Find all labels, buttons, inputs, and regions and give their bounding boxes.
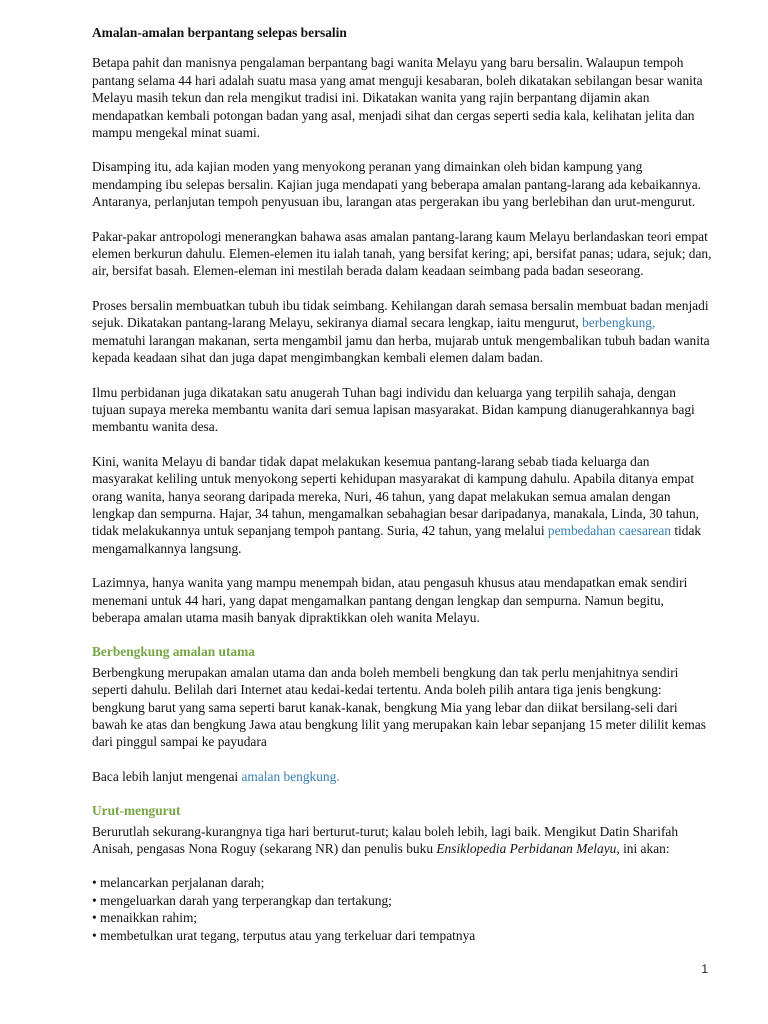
- page-number: 1: [701, 962, 708, 976]
- amalan-bengkung-link[interactable]: amalan bengkung.: [241, 768, 340, 784]
- list-item: • membetulkan urat tegang, terputus atau yang terkeluar dari tempatnya: [92, 927, 476, 943]
- paragraph-text: Kini, wanita Melayu di bandar tidak dapat melakukan kesemua pantang-larang sebab tiada keluarga dan masyarakat keliling untuk menyokong seperti kehidupan masyarakat di kampung dahulu. Apabila ditanya empat orang wanita, hanya seorang daripada mereka, Nuri, 46 tahun, yang dapat melakukan semua amalan dengan lengkap dan sempurna. Hajar, 34 tahun, mengamalkan sebahagian besar daripadanya, manakala, Linda, 30 tahun, tidak melakukannya untuk sepanjang tempoh pantang. Suria, 42 tahun, yang melalui: [92, 453, 700, 539]
- paragraph-practices: Lazimnya, hanya wanita yang mampu menempah bidan, atau pengasuh khusus atau mendapatkan emak sendiri menemani untuk 44 hari, yang dapat mengamalkan pantang dengan lengkap dan sempurna. Namun begitu, beberapa amalan utama masih banyak dipraktikkan oleh wanita Melayu.: [92, 575, 688, 625]
- paragraph-text: mematuhi larangan makanan, serta mengambil jamu dan herba, mujarab untuk mengembalikan tubuh badan wanita kepada keadaan sihat dan juga dapat mengimbangkan kembali elemen dalam badan.: [92, 332, 710, 366]
- paragraph-urban-women: [92, 453, 712, 557]
- list-item: • mengeluarkan darah yang terperangkap dan tertakung;: [92, 892, 392, 908]
- caesarean-link[interactable]: pembedahan caesarean: [547, 523, 671, 539]
- section-heading-berbengkung: Berbengkung amalan utama: [92, 644, 255, 660]
- berbengkung-link[interactable]: berbengkung,: [582, 315, 656, 331]
- benefits-list: [92, 874, 712, 944]
- book-title: Ensiklopedia Perbidanan Melayu: [436, 841, 617, 857]
- paragraph-text: , ini akan:: [616, 841, 670, 857]
- read-more-line: [92, 768, 712, 785]
- paragraph-urut: [92, 823, 712, 858]
- paragraph-text: Berurutlah sekurang-kurangnya tiga hari berturut-turut; kalau boleh lebih, lagi baik. Mengikut Datin Sharifah Anisah, pengasas Nona Roguy (sekarang NR) dan penulis buku: [92, 823, 679, 857]
- paragraph-text: Proses bersalin membuatkan tubuh ibu tidak seimbang. Kehilangan darah semasa bersalin membuat badan menjadi sejuk. Dikatakan pantang-larang Melayu, sekiranya diamal secara lengkap, iaitu mengurut,: [92, 297, 709, 331]
- paragraph-midwifery: Ilmu perbidanan juga dikatakan satu anugerah Tuhan bagi individu dan keluarga yang terpilih sahaja, dengan tujuan supaya mereka membantu wanita dari semua lapisan masyarakat. Bidan kampung dianugerahkannya bagi membantu wanita desa.: [92, 384, 695, 435]
- list-item: • menaikkan rahim;: [92, 910, 198, 926]
- document-title: Amalan-amalan berpantang selepas bersalin: [92, 25, 347, 40]
- paragraph-intro: Betapa pahit dan manisnya pengalaman berpantang bagi wanita Melayu yang baru bersalin. Walaupun tempoh pantang selama 44 hari adalah suatu masa yang amat menguji kesabaran, boleh dikatakan sebilangan besar wanita Melayu masih tekun dan rela mengikut tradisi ini. Dikatakan wanita yang rajin berpantang dijamin akan mendapatkan kembali potongan badan yang asal, menjadi sihat dan cergas seperti sedia kala, kelihatan jelita dan mampu mengekal minat suami.: [92, 55, 703, 141]
- paragraph-modern-study: Disamping itu, ada kajian moden yang menyokong peranan yang dimainkan oleh bidan kampung yang mendamping ibu selepas bersalin. Kajian juga mendapati yang beberapa amalan pantang-larang ada kebaikannya. Antaranya, perlanjutan tempoh penyusuan ibu, larangan atas pergerakan ibu yang berlebihan dan urut-mengurut.: [92, 159, 702, 210]
- paragraph-four-elements: Pakar-pakar antropologi menerangkan bahawa asas amalan pantang-larang kaum Melayu berlandaskan teori empat elemen berkurun dahulu. Elemen-elemen itu ialah tanah, yang bersifat kering; api, bersifat panas; udara, sejuk; dan, air, bersifat basah. Elemen-eleman ini mestilah berada dalam keadaan seimbang pada badan seseorang.: [92, 228, 712, 279]
- paragraph-text: tidak mengamalkannya langsung.: [92, 523, 702, 556]
- section-heading-urut: Urut-mengurut: [92, 803, 181, 819]
- document-page: [92, 24, 712, 944]
- paragraph-childbirth-balance: [92, 297, 712, 367]
- paragraph-berbengkung: Berbengkung merupakan amalan utama dan anda boleh membeli bengkung dan tak perlu menjahitnya sendiri seperti dahulu. Belilah dari Internet atau kedai-kedai tertentu. Anda boleh pilih antara tiga jenis bengkung: bengkung barut yang sama seperti barut kanak-kanak, bengkung Mia yang lebar dan diikat bersilang-seli dari bawah ke atas dan bengkung Jawa atau bengkung lilit yang merupakan kain lebar sepanjang 15 meter dililit kemas dari pinggul sampai ke payudara: [92, 664, 706, 750]
- list-item: • melancarkan perjalanan darah;: [92, 875, 265, 891]
- read-more-text: Baca lebih lanjut mengenai: [92, 768, 242, 784]
